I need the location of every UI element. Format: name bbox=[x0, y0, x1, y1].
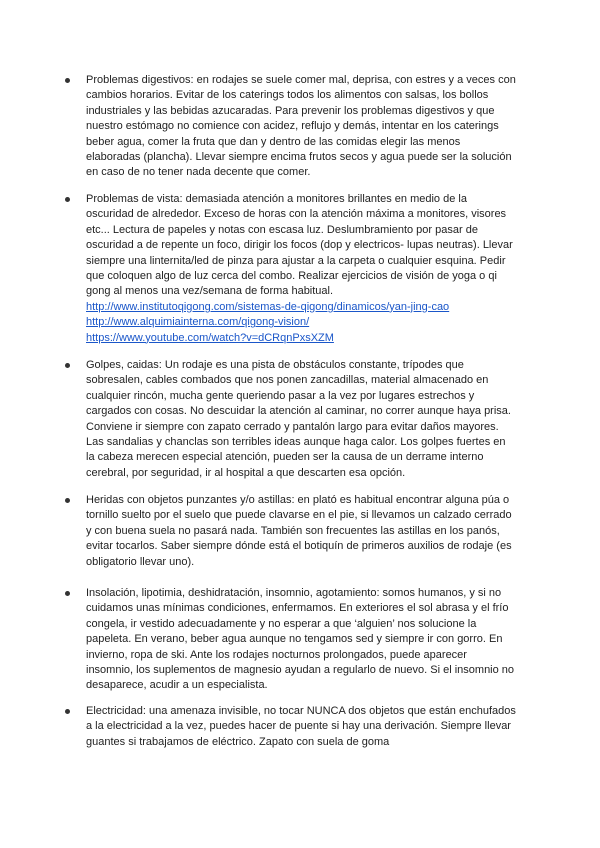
bullet-icon bbox=[65, 197, 70, 202]
bullet-icon bbox=[65, 709, 70, 714]
bullet-icon bbox=[65, 78, 70, 83]
item-text: Electricidad: una amenaza invisible, no tocar NUNCA dos objetos que están enchufados a la electricidad a la vez, puedes hacer de puente si hay una derivación. Siempre llevar guantes si trabajamos de eléctrico. Zapato con suela de goma bbox=[86, 705, 516, 748]
item-text: Insolación, lipotimia, deshidratación, insomnio, agotamiento: somos humanos, y si no cuidamos unas mínimas condiciones, enfermamos. En exteriores el sol abrasa y el frío congela, ir vestido adecuadamente y no esperar a que ‘alguien’ nos solucione la papeleta. En verano, beber agua aunque no tengamos sed y siempre ir con gorro. En invierno, ropa de ski. Ante los rodajes nocturnos prolongados, puede aparecer insomnio, los suplementos de magnesio ayudan a regularlo de nuevo. Si el insomnio no desaparece, acudir a un especialista. bbox=[86, 587, 515, 692]
bullet-icon bbox=[65, 363, 70, 368]
list-item-vision bbox=[86, 192, 516, 346]
item-text: Heridas con objetos punzantes y/o astillas: en plató es habitual encontrar alguna púa o tornillo suelto por el suelo que puede clavarse en el pie, si llevamos un calzado cerrado y con buena suela no pasará nada. También son frecuentes las astillas en los panós, evitar tocarlos. Saber siempre dónde está el botiquín de primeros auxilios de rodaje (es obligatorio llevar uno). bbox=[86, 494, 512, 568]
list-item-heatstroke bbox=[86, 586, 516, 694]
list-item-injuries bbox=[86, 493, 516, 570]
list-item-digestive bbox=[86, 73, 516, 181]
list-item-falls bbox=[86, 358, 516, 481]
bullet-icon bbox=[65, 498, 70, 503]
link-youtube[interactable]: https://www.youtube.com/watch?v=dCRqnPxsXZM bbox=[86, 331, 334, 344]
item-text: Problemas digestivos: en rodajes se suele comer mal, deprisa, con estres y a veces con cambios horarios. Evitar de los caterings todos los alimentos con salsas, los bollos industriales y las bebidas azucaradas. Para prevenir los problemas digestivos y que nuestro estómago no comience con acidez, reflujo y demás, intentar en los caterings beber agua, comer la fruta que dan y dentro de las comidas elegir las menos elaboradas (plancha). Llevar siempre encima frutos secos y agua puede ser la solución en caso de no tener nada decente que comer. bbox=[86, 74, 516, 179]
link-qigong-institute[interactable]: http://www.institutoqigong.com/sistemas-de-qigong/dinamicos/yan-jing-cao bbox=[86, 300, 450, 313]
bullet-icon bbox=[65, 591, 70, 596]
item-text: Golpes, caidas: Un rodaje es una pista de obstáculos constante, trípodes que sobresalen, cables combados que nos ponen zancadillas, material almacenado en cualquier rincón, mucha gente queriendo pasar a la vez por lugares estrechos y cargados con cosas. No descuidar la atención al caminar, no correr aunque haya prisa. Conviene ir siempre con zapato cerrado y pantalón largo para evitar daños mayores. Las sandalias y chanclas son terribles ideas aunque haga calor. Los golpes fuertes en la cabeza merecen especial atención, pueden ser la causa de un derrame interno cerebral, por seguridad, ir al hospital a que descarten esa opción. bbox=[86, 359, 511, 479]
link-alquimia-interna[interactable]: http://www.alquimiainterna.com/qigong-vision/ bbox=[86, 316, 310, 329]
list-item-electricity bbox=[86, 704, 516, 750]
item-text: Problemas de vista: demasiada atención a monitores brillantes en medio de la oscuridad de alrededor. Exceso de horas con la atención máxima a monitores, visores etc... Lectura de papeles y notas con escasa luz. Deslumbramiento por pasar de oscuridad a de repente un foco, dirigir los focos (dop y electricos- lupas neutras). Llevar siempre una linternita/led de pinza para ajustar a la carpeta o cualquier esquina. Pedir que coloquen algo de luz cerca del combo. Realizar ejercicios de visión de yoga o qi gong al menos una vez/semana de forma habitual. bbox=[86, 193, 513, 298]
